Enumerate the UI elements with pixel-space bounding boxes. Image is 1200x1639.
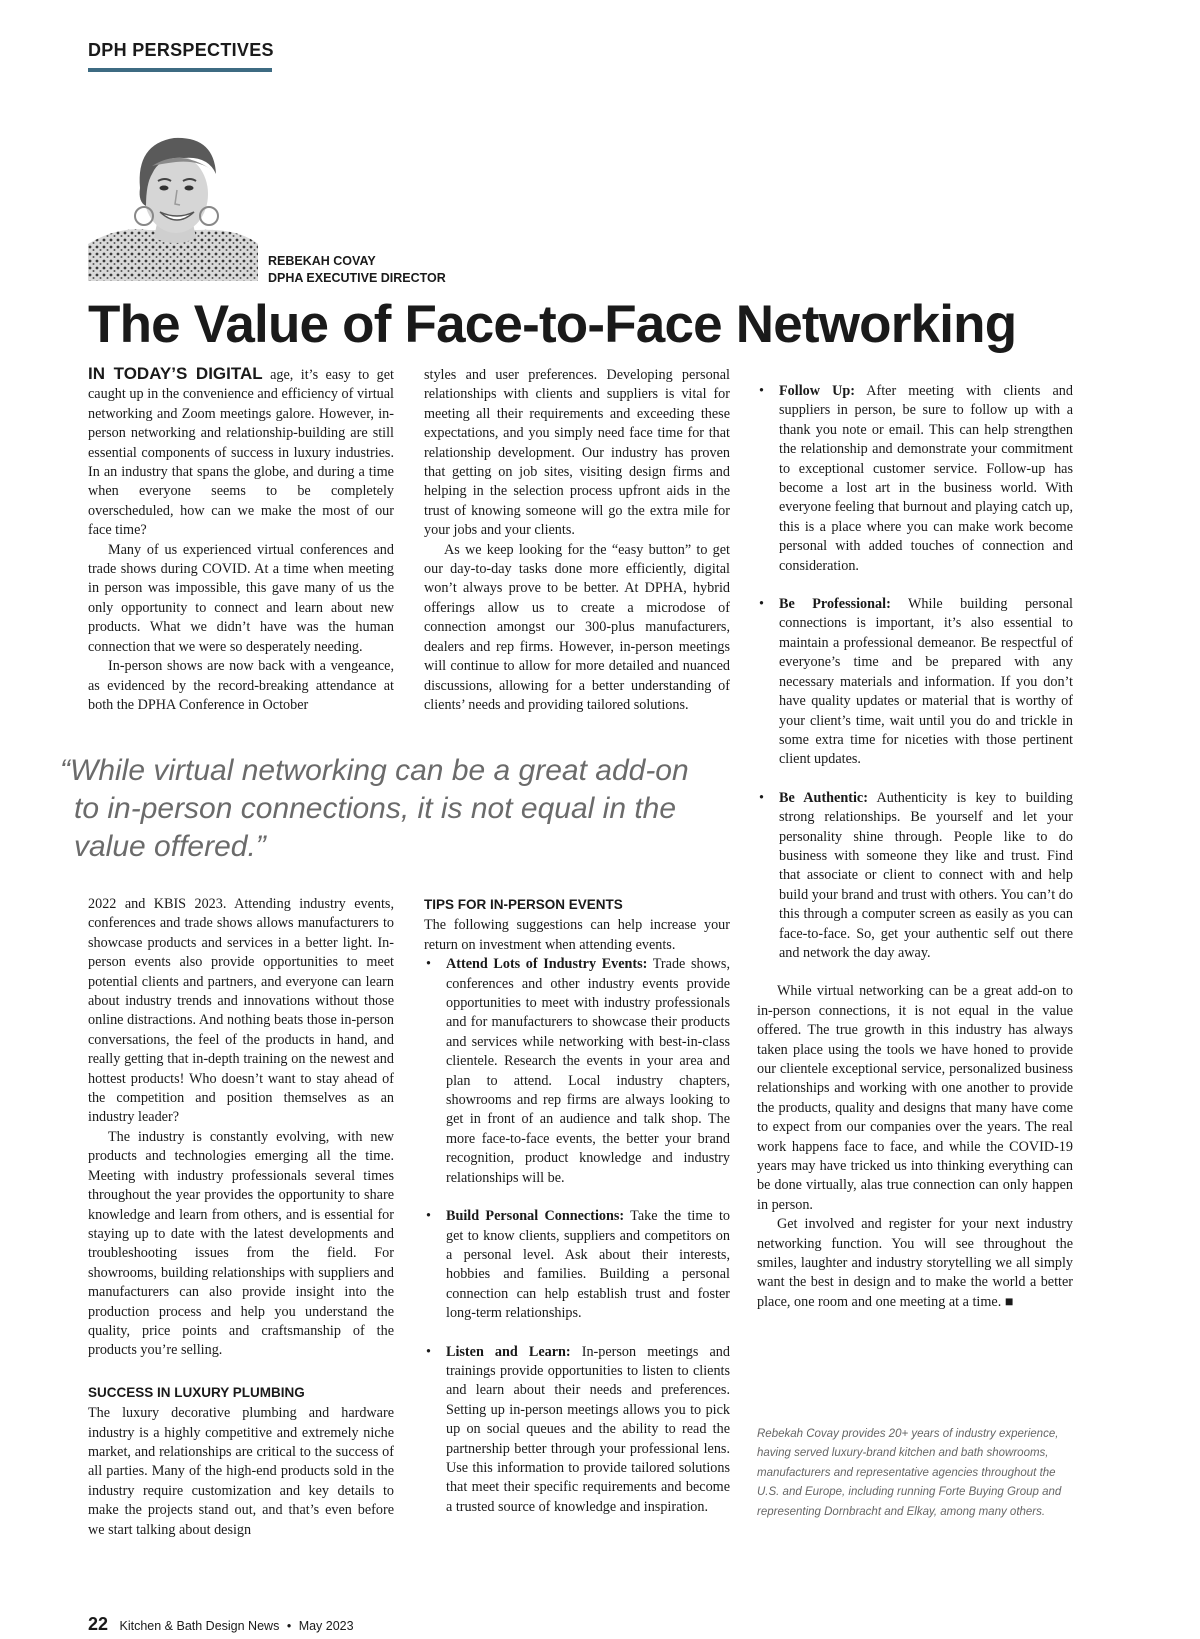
tips-list-continued xyxy=(757,382,1073,963)
byline xyxy=(268,253,446,287)
paragraph: The industry is constantly evolving, with new products and technologies emerging all the time. Meeting with industry professionals several times throughout the year provides the opportunity to share knowledge and learn from others, and is essential for staying up to date with the latest developments and troubleshooting issues from the field. For showrooms, building relationships with suppliers and manufacturers can also provide insight into the production process and help you understand the quality, price points and craftsmanship of the products you’re selling. xyxy=(88,1128,394,1359)
quote-open-mark: “ xyxy=(60,754,70,787)
bullet-label: Be Authentic: xyxy=(779,789,868,806)
paragraph: styles and user preferences. Developing personal relationships with clients and suppliers is vital for meeting all their requirements and exceeding these expectations, and you simply need face time for that relationship development. Our industry has proven that getting on job sites, visiting design firms and helping in the selection process upfront aids in the trust of knowing someone will go the extra mile for your jobs and your clients. xyxy=(424,367,730,539)
paragraph: As we keep looking for the “easy button” to get our day-to-day tasks done more efficiently, digital won’t always prove to be better. At DPHA, hybrid offerings allow us to create a microdose of connection amongst our 300-plus manufacturers, dealers and rep firms. However, in-person meetings will continue to allow for more detailed and nuanced discussions, allowing for a better understanding of clients’ needs and providing tailored solutions. xyxy=(424,541,730,713)
publication-name: Kitchen & Bath Design News xyxy=(119,1619,280,1633)
paragraph: Many of us experienced virtual conferences and trade shows during COVID. At a time when meeting in person was impossible, this gave many of us the only opportunity to connect and learn about new products. What we didn’t have was the human connection that we were so desperately needing. xyxy=(88,541,394,655)
list-item xyxy=(757,595,1073,770)
paragraph xyxy=(88,364,394,541)
bullet-label: Follow Up: xyxy=(779,383,855,399)
list-item xyxy=(424,955,730,1188)
lead-in: IN TODAY’S DIGITAL xyxy=(88,364,263,383)
column-1-upper xyxy=(88,364,394,715)
paragraph: While virtual networking can be a great add-on to in-person connections, it is not equal in the value offered. The true growth in this industry has always taken place using the tools we have honed to provide our clientele exceptional service, personalized business relationships and working with one another to provide the products, quality and designs that many have come to expect from our companies over the years. The real work happens face to face, and while the COVID-19 years may have tricked us into thinking everything can be done virtually, alas true connection can only happen in person. xyxy=(757,983,1073,1213)
author-photo xyxy=(88,126,258,281)
list-item xyxy=(424,1343,730,1518)
bullet-label: Listen and Learn: xyxy=(446,1343,571,1360)
column-2-upper xyxy=(424,366,730,715)
bullet-text: Trade shows, conferences and other industry events provide opportunities to meet with industry professionals and for manufacturers to showcase their products and services while networking with best-in-class clientele. Research the events in your area and plan to attend. Local industry chapters, showrooms and rep firms are always looking to get in front of an audience and talk shop. The more face-to-face events, the better your brand recognition, product knowledge and industry relationships will be. xyxy=(446,956,730,1186)
headline: The Value of Face-to-Face Networking xyxy=(88,295,1017,354)
issue-date: May 2023 xyxy=(298,1619,354,1633)
section-label: DPH PERSPECTIVES xyxy=(88,40,274,60)
subhead-tips: TIPS FOR IN-PERSON EVENTS xyxy=(424,897,623,912)
list-item xyxy=(424,1207,730,1323)
paragraph xyxy=(757,1215,1073,1312)
author-role: DPHA EXECUTIVE DIRECTOR xyxy=(268,271,446,285)
bullet-text: While building personal connections is important, it’s also essential to maintain a professional demeanor. Be respectful of everyone’s time and be prepared with any necessary materials and information. If you don’t have quality updates or material that is worthy of your client’s time, wait until you do and trickle in some extra time for niceties with those pertinent client updates. xyxy=(779,596,1074,768)
bullet-text: Take the time to get to know clients, suppliers and competitors on a personal level. Ask about their interests, hobbies and families. Building a personal connection can help establish trust and foster long-term relationships. xyxy=(446,1208,730,1322)
bullet-text: After meeting with clients and suppliers in person, be sure to follow up with a thank you note or email. This can help strengthen the relationship and demonstrate your commitment to exceptional customer service. Follow-up has become a lost art in the business world. With everyone feeling that burnout and playing catch up, this is a place where you can make work become personal with added touches of connection and consideration. xyxy=(779,383,1073,574)
list-item xyxy=(757,382,1073,576)
bullet-label: Build Personal Connections: xyxy=(446,1208,625,1225)
paragraph-text: age, it’s easy to get caught up in the convenience and efficiency of virtual networking and Zoom meetings galore. However, in-person networking and relationship-building are still essential components of success in luxury industries. In an industry that spans the globe, and during a time when everyone seems to be completely overscheduled, how can we make the most of our face time? xyxy=(88,367,394,539)
paragraph: The following suggestions can help increase your return on investment when attending events. xyxy=(424,917,730,953)
column-3 xyxy=(757,382,1073,1312)
column-1-lower xyxy=(88,895,394,1540)
quote-close-mark: ” xyxy=(255,830,266,863)
bullet-text: In-person meetings and trainings provide opportunities to listen to clients and learn about their needs and preferences. Setting up in-person meetings allows you to pick up on social queues and the ability to read the partnership better through your professional lens. Use this information to provide tailored solutions that meet their specific requirements and become a trusted source of knowledge and inspiration. xyxy=(446,1343,730,1515)
bullet-label: Be Professional: xyxy=(779,596,891,613)
paragraph-text: Get involved and register for your next industry networking function. You will see throughout the smiles, laughter and industry storytelling we all simply want the best in design and to make the world a better place, one room and one meeting at a time. xyxy=(757,1216,1073,1310)
paragraph: 2022 and KBIS 2023. Attending industry events, conferences and trade shows allows manufacturers to showcase products and services in a better light. In-person events also provide opportunities to meet potential clients and partners, and everyone can learn about industry trends and innovations without those online distractions. And nothing beats those in-person conversations, the feel of the products in hand, and really getting that in-depth training on the newest and hottest products! Who doesn’t want to stay ahead of the competition and position themselves as an industry leader? xyxy=(88,896,394,1126)
end-mark: ■ xyxy=(1004,1293,1014,1310)
page-number: 22 xyxy=(88,1614,109,1634)
tips-list xyxy=(424,955,730,1517)
column-2-lower xyxy=(424,895,730,1517)
subhead-luxury-plumbing: SUCCESS IN LUXURY PLUMBING xyxy=(88,1384,305,1400)
author-name: REBEKAH COVAY xyxy=(268,254,376,268)
bullet-text: Authenticity is key to building strong relationships. Be yourself and let your personality shine through. People like to do business with someone they like and trust. Find that associate or client to connect with and help build your brand and trust with others. You can’t do this through a computer screen as easily as you can face-to-face. So, get your authentic self out there and network the day away. xyxy=(779,789,1073,961)
footer-separator: • xyxy=(286,1619,292,1633)
list-item xyxy=(757,789,1073,964)
quote-text: While virtual networking can be a great add-on to in-person connections, it is not equal in the value offered. xyxy=(70,754,689,863)
paragraph: The luxury decorative plumbing and hardware industry is a highly competitive and extremely niche market, and relationships are critical to the success of all parties. Many of the high-end products sold in the industry require customization and key details to make the projects stand out, and that’s even before we start talking about design xyxy=(88,1405,394,1538)
bullet-label: Attend Lots of Industry Events: xyxy=(446,956,648,973)
pull-quote xyxy=(60,752,714,866)
page-footer xyxy=(88,1614,354,1635)
paragraph: In-person shows are now back with a vengeance, as evidenced by the record-breaking attendance at both the DPHA Conference in October xyxy=(88,658,394,713)
section-rule xyxy=(88,68,272,72)
author-bio: Rebekah Covay provides 20+ years of industry experience, having served luxury-brand kitchen and bath showrooms, manufacturers and representative agencies throughout the U.S. and Europe, including running Forte Buying Group and representing Dornbracht and Elkay, among many others. xyxy=(757,1428,1062,1518)
